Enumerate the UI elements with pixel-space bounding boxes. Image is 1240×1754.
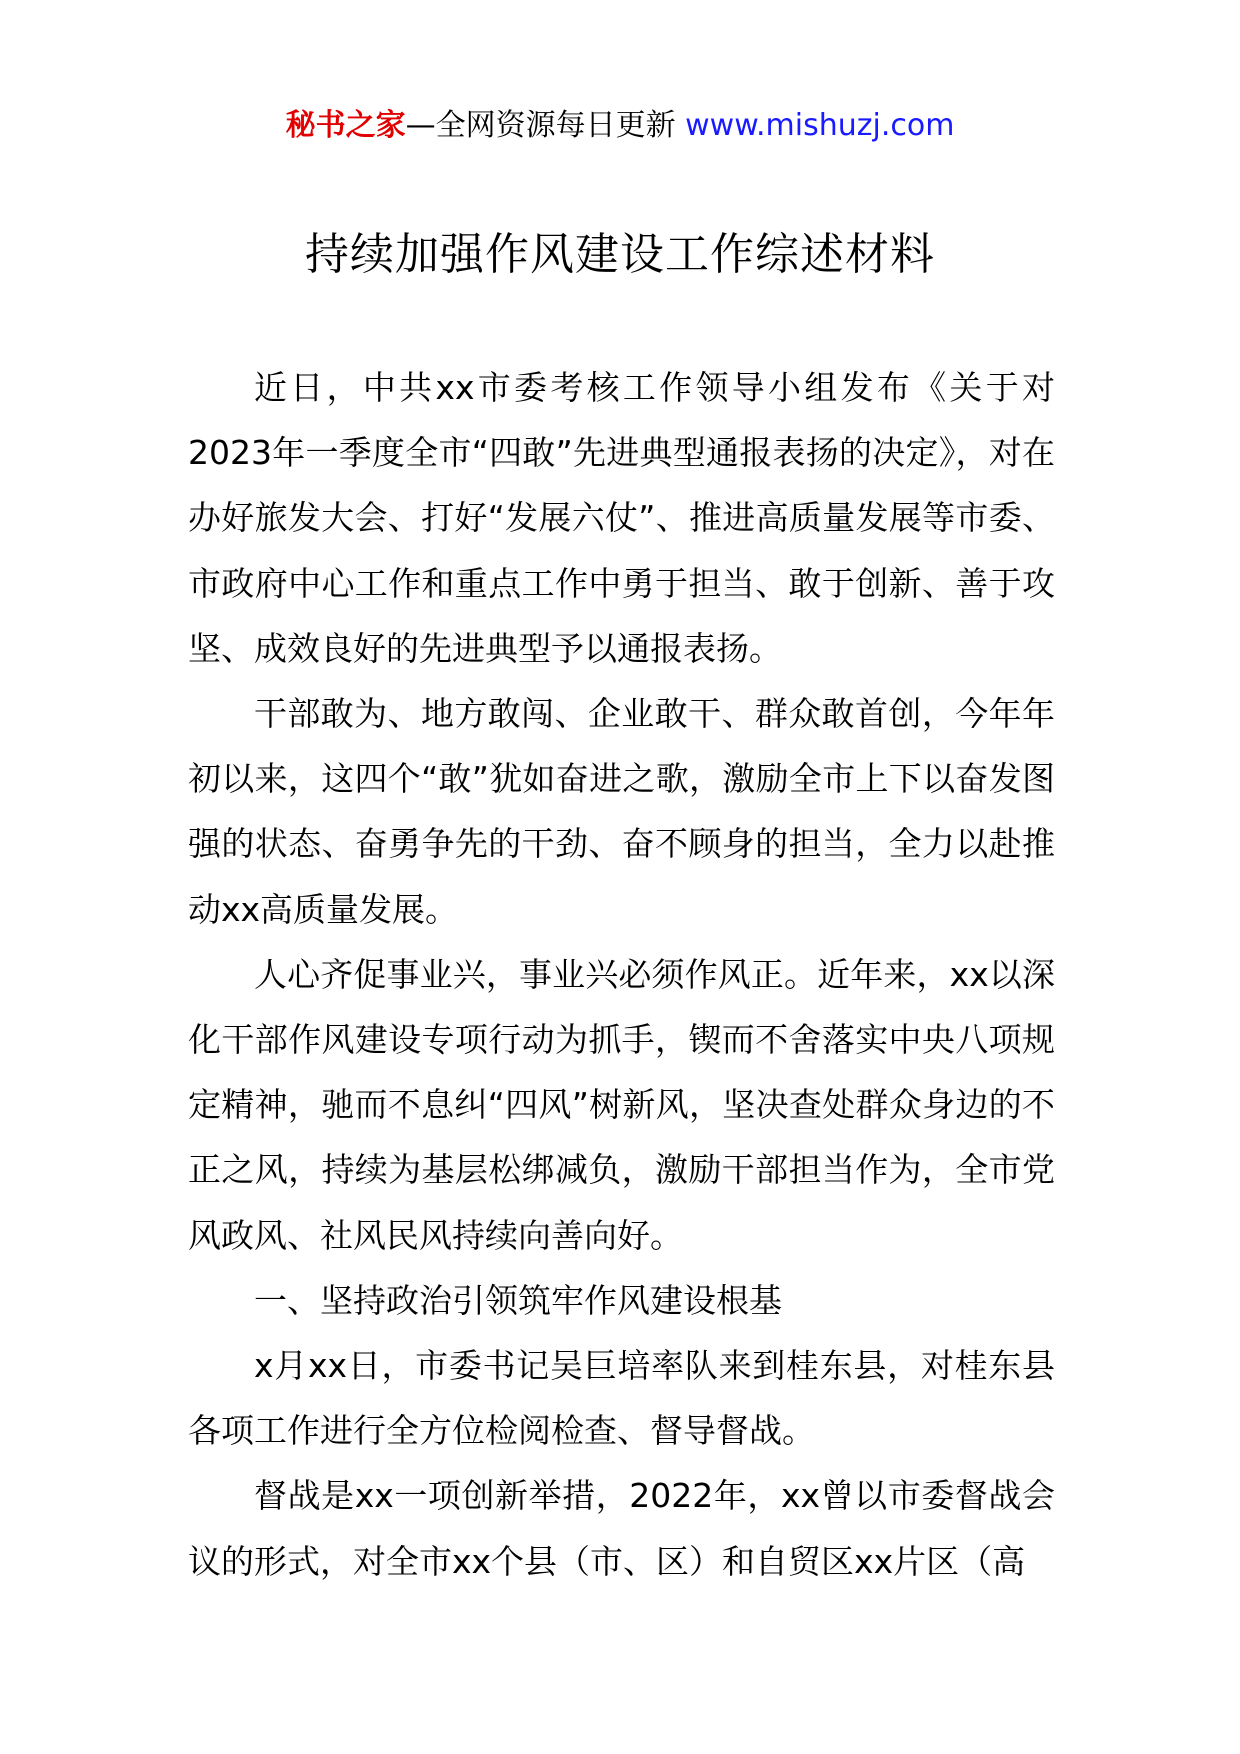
paragraph: 近日，中共xx市委考核工作领导小组发布《关于对2023年一季度全市“四敢”先进典型通报表扬的决定》，对在办好旅发大会、打好“发展六仗”、推进高质量发展等市委、市政府中心工作和重点工作中勇于担当、敢于创新、善于攻坚、成效良好的先进典型予以通报表扬。 <box>188 368 1055 668</box>
paragraph: 督战是xx一项创新举措，2022年，xx曾以市委督战会议的形式，对全市xx个县（市、区）和自贸区xx片区（高 <box>188 1476 1055 1581</box>
paragraph: 干部敢为、地方敢闯、企业敢干、群众敢首创，今年年初以来，这四个“敢”犹如奋进之歌，激励全市上下以奋发图强的状态、奋勇争先的干劲、奋不顾身的担当，全力以赴推动xx高质量发展。 <box>188 694 1055 929</box>
site-tagline: —全网资源每日更新 <box>405 108 676 143</box>
site-brand: 秘书之家 <box>285 108 406 143</box>
paragraph: 人心齐促事业兴，事业兴必须作风正。近年来，xx以深化干部作风建设专项行动为抓手，锲而不舍落实中央八项规定精神，驰而不息纠“四风”树新风，坚决查处群众身边的不正之风，持续为基层松绑减负，激励干部担当作为，全市党风政风、社风民风持续向善向好。 <box>188 954 1055 1255</box>
document-title: 持续加强作风建设工作综述材料 <box>305 229 935 280</box>
site-header <box>0 98 1240 154</box>
document-body <box>188 355 1055 1594</box>
paragraph: x月xx日，市委书记吴巨培率队来到桂东县，对桂东县各项工作进行全方位检阅检查、督导督战。 <box>188 1346 1055 1451</box>
section-heading: 一、坚持政治引领筑牢作风建设根基 <box>254 1280 782 1320</box>
site-url-link[interactable]: www.mishuzj.com <box>685 108 955 143</box>
